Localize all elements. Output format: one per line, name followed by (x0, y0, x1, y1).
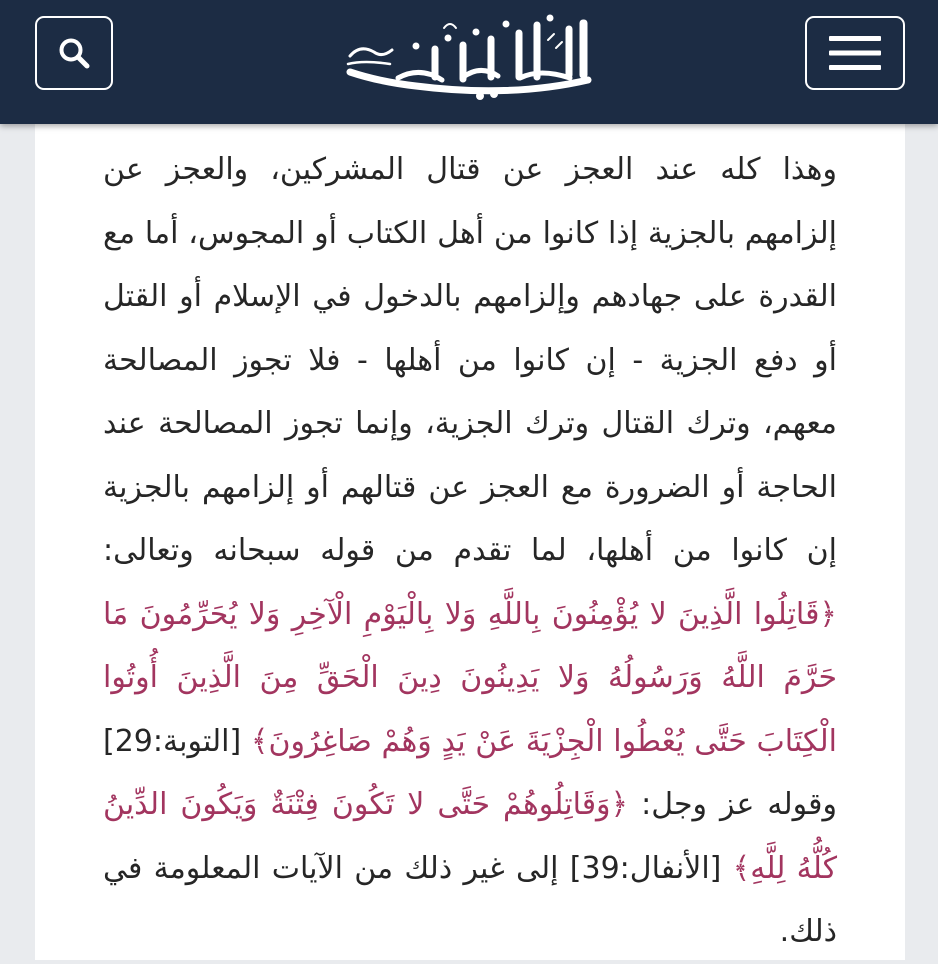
article-paragraph (103, 138, 837, 964)
article-intro-text: وهذا كله عند العجز عن قتال المشركين، والعجز عن إلزامهم بالجزية إذا كانوا من أهل الكتاب أو المجوس، أما مع القدرة على جهادهم وإلزامهم بالدخول في الإسلام أو القتل أو دفع الجزية - إن كانوا من أهلها - فلا تجوز المصالحة معهم، وترك القتال وترك الجزية، وإنما تجوز المصالحة عند الحاجة أو الضرورة مع العجز عن قتالهم أو إلزامهم بالجزية إن كانوا من أهلها، لما تقدم من قوله سبحانه وتعالى: (103, 152, 837, 568)
search-button[interactable] (35, 16, 113, 90)
menu-button[interactable] (805, 16, 905, 90)
site-logo[interactable] (320, 6, 610, 110)
quran-verse-tawbah: ﴿قَاتِلُوا الَّذِينَ لا يُؤْمِنُونَ بِاللَّهِ وَلا بِالْيَوْمِ الْآخِرِ وَلا يُحَرِّمُونَ مَا حَرَّمَ اللَّهُ وَرَسُولُهُ وَلا يَدِينُونَ دِينَ الْحَقِّ مِنَ الَّذِينَ أُوتُوا الْكِتَابَ حَتَّى يُعْطُوا الْجِزْيَةَ عَنْ يَدٍ وَهُمْ صَاغِرُونَ﴾ (103, 596, 837, 759)
verse-reference-tawbah: [التوبة:29] وقوله عز وجل: (103, 723, 837, 822)
top-navigation-bar (0, 0, 938, 124)
search-icon (58, 37, 90, 69)
article-card (35, 124, 905, 960)
hamburger-menu-icon (829, 36, 881, 70)
verse-reference-anfal: [الأنفال:39] إلى غير ذلك من الآيات المعلومة في ذلك. (103, 850, 837, 949)
quran-verse-anfal: ﴿وَقَاتِلُوهُمْ حَتَّى لا تَكُونَ فِتْنَةٌ وَيَكُونَ الدِّينُ كُلُّهُ لِلَّهِ﴾ (103, 787, 837, 886)
